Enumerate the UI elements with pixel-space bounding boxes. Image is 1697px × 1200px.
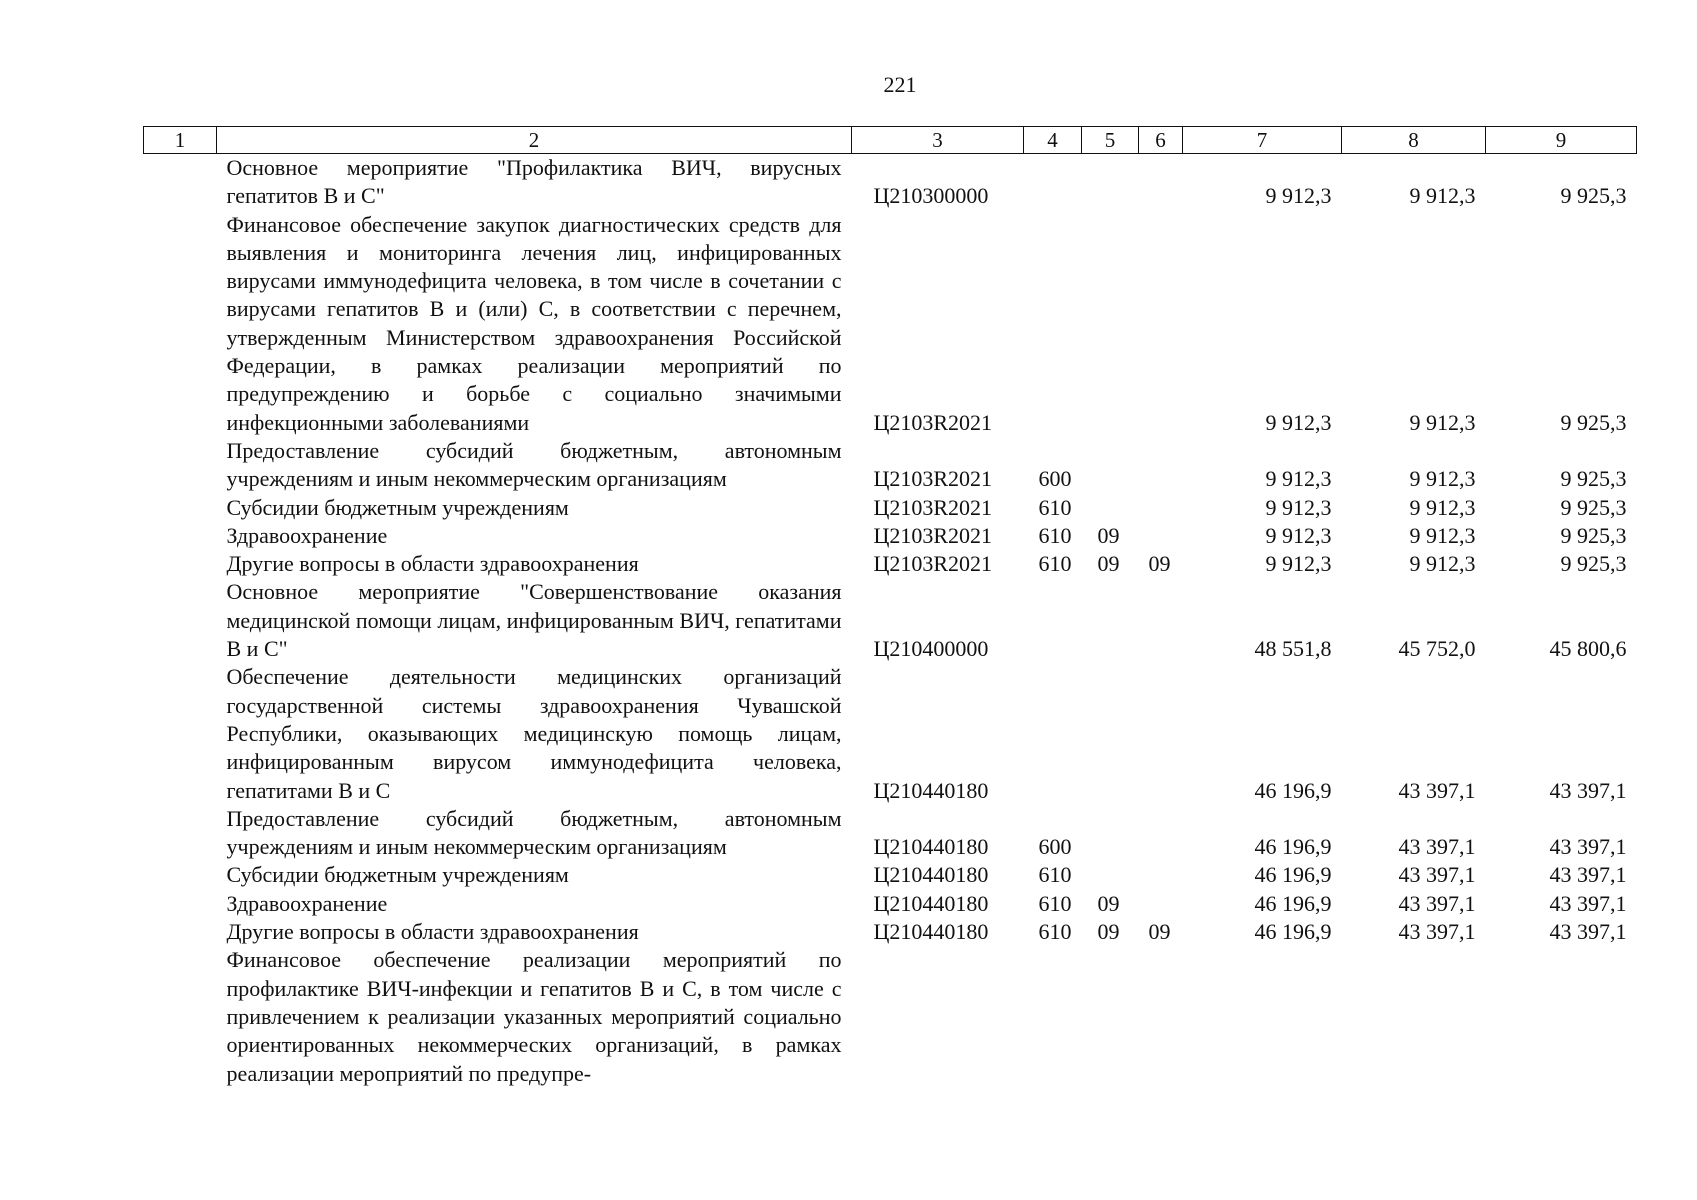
row-index-cell bbox=[144, 663, 217, 804]
row-value-9: 9 925,3 bbox=[1560, 494, 1627, 520]
header-col-4: 4 bbox=[1024, 127, 1082, 154]
header-col-5: 5 bbox=[1082, 127, 1139, 154]
row-value-7: 46 196,9 bbox=[1254, 890, 1332, 916]
row-value-8: 43 397,1 bbox=[1398, 890, 1476, 916]
header-row bbox=[144, 127, 1637, 154]
table-header bbox=[144, 127, 1637, 154]
row-description: Предоставление субсидий бюджетным, автономным учреждениям и иным некоммерческим организациям bbox=[226, 805, 842, 860]
row-col4 bbox=[1024, 211, 1082, 437]
row-value-8 bbox=[1342, 946, 1486, 1087]
table-row bbox=[144, 550, 1637, 578]
row-value-8: 43 397,1 bbox=[1398, 834, 1476, 860]
budget-table bbox=[143, 126, 1637, 1088]
row-value-7 bbox=[1183, 946, 1342, 1087]
row-col5 bbox=[1082, 805, 1139, 862]
row-value-8: 43 397,1 bbox=[1398, 777, 1476, 803]
row-code: Ц210440180 bbox=[873, 919, 989, 945]
table-row bbox=[144, 211, 1637, 437]
row-value-9: 45 800,6 bbox=[1549, 636, 1627, 662]
row-col4 bbox=[1024, 154, 1082, 211]
document-body bbox=[143, 126, 1636, 1088]
row-description: Другие вопросы в области здравоохранения bbox=[226, 551, 639, 577]
row-description: Финансовое обеспечение реализации мероприятий по профилактике ВИЧ-инфекции и гепатитов B и C, в том числе с привлечением к реализации указанных мероприятий социально ориентированных некоммерческих организаций, в рамках реализации мероприятий по предупре- bbox=[226, 947, 842, 1086]
row-col4: 610 bbox=[1038, 494, 1072, 520]
header-col-8: 8 bbox=[1342, 127, 1486, 154]
row-code: Ц210440180 bbox=[873, 834, 989, 860]
row-value-7: 9 912,3 bbox=[1265, 494, 1332, 520]
row-value-9: 43 397,1 bbox=[1549, 862, 1627, 888]
row-index-cell bbox=[144, 494, 217, 522]
row-col5 bbox=[1082, 861, 1139, 889]
row-col5: 09 bbox=[1097, 551, 1120, 577]
row-value-9: 43 397,1 bbox=[1549, 890, 1627, 916]
row-code: Ц2103R2021 bbox=[873, 494, 993, 520]
row-col6 bbox=[1139, 211, 1183, 437]
row-index-cell bbox=[144, 946, 217, 1087]
row-value-8: 9 912,3 bbox=[1409, 494, 1476, 520]
row-code: Ц210440180 bbox=[873, 890, 989, 916]
row-col4 bbox=[1024, 663, 1082, 804]
row-index-cell bbox=[144, 211, 217, 437]
row-value-8: 43 397,1 bbox=[1398, 862, 1476, 888]
row-index-cell bbox=[144, 154, 217, 211]
row-index-cell bbox=[144, 522, 217, 550]
row-index-cell bbox=[144, 805, 217, 862]
row-value-8: 9 912,3 bbox=[1409, 183, 1476, 209]
table-body bbox=[144, 154, 1637, 1088]
row-col4: 610 bbox=[1038, 890, 1072, 916]
row-col6 bbox=[1139, 437, 1183, 494]
row-col4: 610 bbox=[1038, 862, 1072, 888]
row-value-7: 48 551,8 bbox=[1254, 636, 1332, 662]
row-value-7: 9 912,3 bbox=[1265, 409, 1332, 435]
header-col-2: 2 bbox=[217, 127, 852, 154]
row-description: Основное мероприятие "Совершенствование оказания медицинской помощи лицам, инфицированным ВИЧ, гепатитами B и C" bbox=[226, 579, 842, 662]
row-value-7: 9 912,3 bbox=[1265, 522, 1332, 548]
row-description: Основное мероприятие "Профилактика ВИЧ, вирусных гепатитов B и C" bbox=[226, 155, 842, 209]
row-code bbox=[852, 946, 1024, 1087]
row-col6 bbox=[1139, 578, 1183, 663]
row-col6 bbox=[1139, 522, 1183, 550]
row-value-8: 45 752,0 bbox=[1398, 636, 1476, 662]
row-description: Предоставление субсидий бюджетным, автономным учреждениям и иным некоммерческим организациям bbox=[226, 437, 842, 492]
row-col4: 600 bbox=[1038, 466, 1072, 492]
row-description: Субсидии бюджетным учреждениям bbox=[226, 862, 569, 888]
row-description: Финансовое обеспечение закупок диагностических средств для выявления и мониторинга лечения лиц, инфицированных вирусами иммунодефицита человека, в том числе в сочетании с вирусами гепатитов B и (или) C, в соответствии с перечнем, утвержденным Министерством здравоохранения Российской Федерации, в рамках реализации мероприятий по предупреждению и борьбе с социально значимыми инфекционными заболеваниями bbox=[226, 211, 842, 435]
row-value-9: 9 925,3 bbox=[1560, 409, 1627, 435]
table-row bbox=[144, 918, 1637, 946]
page-number: 221 bbox=[883, 72, 917, 97]
table-row bbox=[144, 663, 1637, 804]
row-value-8: 9 912,3 bbox=[1409, 522, 1476, 548]
row-col4: 610 bbox=[1038, 919, 1072, 945]
row-code: Ц2103R2021 bbox=[873, 522, 993, 548]
row-index-cell bbox=[144, 578, 217, 663]
table-row bbox=[144, 890, 1637, 918]
row-value-7: 9 912,3 bbox=[1265, 466, 1332, 492]
table-row bbox=[144, 805, 1637, 862]
row-value-9: 9 925,3 bbox=[1560, 183, 1627, 209]
row-value-8: 9 912,3 bbox=[1409, 409, 1476, 435]
row-col5 bbox=[1082, 154, 1139, 211]
row-col5 bbox=[1082, 211, 1139, 437]
row-col5: 09 bbox=[1097, 522, 1120, 548]
row-col5 bbox=[1082, 578, 1139, 663]
row-description: Здравоохранение bbox=[226, 522, 388, 548]
row-col4 bbox=[1024, 578, 1082, 663]
row-description: Обеспечение деятельности медицинских организаций государственной системы здравоохранения Чувашской Республики, оказывающих медицинскую помощь лицам, инфицированным вирусом иммунодефицита человека, гепатитами B и C bbox=[226, 664, 842, 803]
row-code: Ц2103R2021 bbox=[873, 551, 993, 577]
row-value-7: 46 196,9 bbox=[1254, 834, 1332, 860]
table-row bbox=[144, 946, 1637, 1087]
row-index-cell bbox=[144, 918, 217, 946]
row-col6 bbox=[1139, 805, 1183, 862]
header-col-1: 1 bbox=[144, 127, 217, 154]
row-value-7: 46 196,9 bbox=[1254, 777, 1332, 803]
row-value-9: 43 397,1 bbox=[1549, 777, 1627, 803]
row-value-9 bbox=[1486, 946, 1637, 1087]
row-index-cell bbox=[144, 550, 217, 578]
row-value-9: 43 397,1 bbox=[1549, 834, 1627, 860]
header-col-9: 9 bbox=[1486, 127, 1637, 154]
row-col6: 09 bbox=[1148, 551, 1171, 577]
row-col6 bbox=[1139, 890, 1183, 918]
row-col4: 610 bbox=[1038, 551, 1072, 577]
header-col-6: 6 bbox=[1139, 127, 1183, 154]
table-row bbox=[144, 494, 1637, 522]
row-code: Ц210400000 bbox=[873, 636, 989, 662]
row-value-7: 46 196,9 bbox=[1254, 862, 1332, 888]
row-description: Здравоохранение bbox=[226, 890, 388, 916]
row-value-7: 9 912,3 bbox=[1265, 551, 1332, 577]
row-value-9: 43 397,1 bbox=[1549, 919, 1627, 945]
row-value-7: 9 912,3 bbox=[1265, 183, 1332, 209]
row-value-9: 9 925,3 bbox=[1560, 551, 1627, 577]
row-col5 bbox=[1082, 494, 1139, 522]
table-row bbox=[144, 154, 1637, 211]
row-value-9: 9 925,3 bbox=[1560, 522, 1627, 548]
row-col4 bbox=[1024, 946, 1082, 1087]
row-col6: 09 bbox=[1148, 919, 1171, 945]
row-col5 bbox=[1082, 946, 1139, 1087]
row-col4: 610 bbox=[1038, 522, 1072, 548]
table-row bbox=[144, 861, 1637, 889]
row-code: Ц2103R2021 bbox=[873, 466, 993, 492]
row-col6 bbox=[1139, 154, 1183, 211]
header-col-3: 3 bbox=[852, 127, 1024, 154]
row-code: Ц210300000 bbox=[873, 183, 989, 209]
header-col-7: 7 bbox=[1183, 127, 1342, 154]
row-description: Субсидии бюджетным учреждениям bbox=[226, 494, 569, 520]
row-value-8: 9 912,3 bbox=[1409, 551, 1476, 577]
row-index-cell bbox=[144, 890, 217, 918]
row-col6 bbox=[1139, 861, 1183, 889]
row-col6 bbox=[1139, 494, 1183, 522]
row-col6 bbox=[1139, 946, 1183, 1087]
row-col4: 600 bbox=[1038, 834, 1072, 860]
row-value-8: 43 397,1 bbox=[1398, 919, 1476, 945]
row-code: Ц210440180 bbox=[873, 862, 989, 888]
row-index-cell bbox=[144, 437, 217, 494]
row-value-7: 46 196,9 bbox=[1254, 919, 1332, 945]
table-row bbox=[144, 437, 1637, 494]
row-description: Другие вопросы в области здравоохранения bbox=[226, 919, 639, 945]
row-value-8: 9 912,3 bbox=[1409, 466, 1476, 492]
row-code: Ц2103R2021 bbox=[873, 409, 993, 435]
row-col6 bbox=[1139, 663, 1183, 804]
row-code: Ц210440180 bbox=[873, 777, 989, 803]
row-index-cell bbox=[144, 861, 217, 889]
row-col5 bbox=[1082, 437, 1139, 494]
table-row bbox=[144, 522, 1637, 550]
table-row bbox=[144, 578, 1637, 663]
row-col5: 09 bbox=[1097, 919, 1120, 945]
row-col5: 09 bbox=[1097, 890, 1120, 916]
row-col5 bbox=[1082, 663, 1139, 804]
row-value-9: 9 925,3 bbox=[1560, 466, 1627, 492]
